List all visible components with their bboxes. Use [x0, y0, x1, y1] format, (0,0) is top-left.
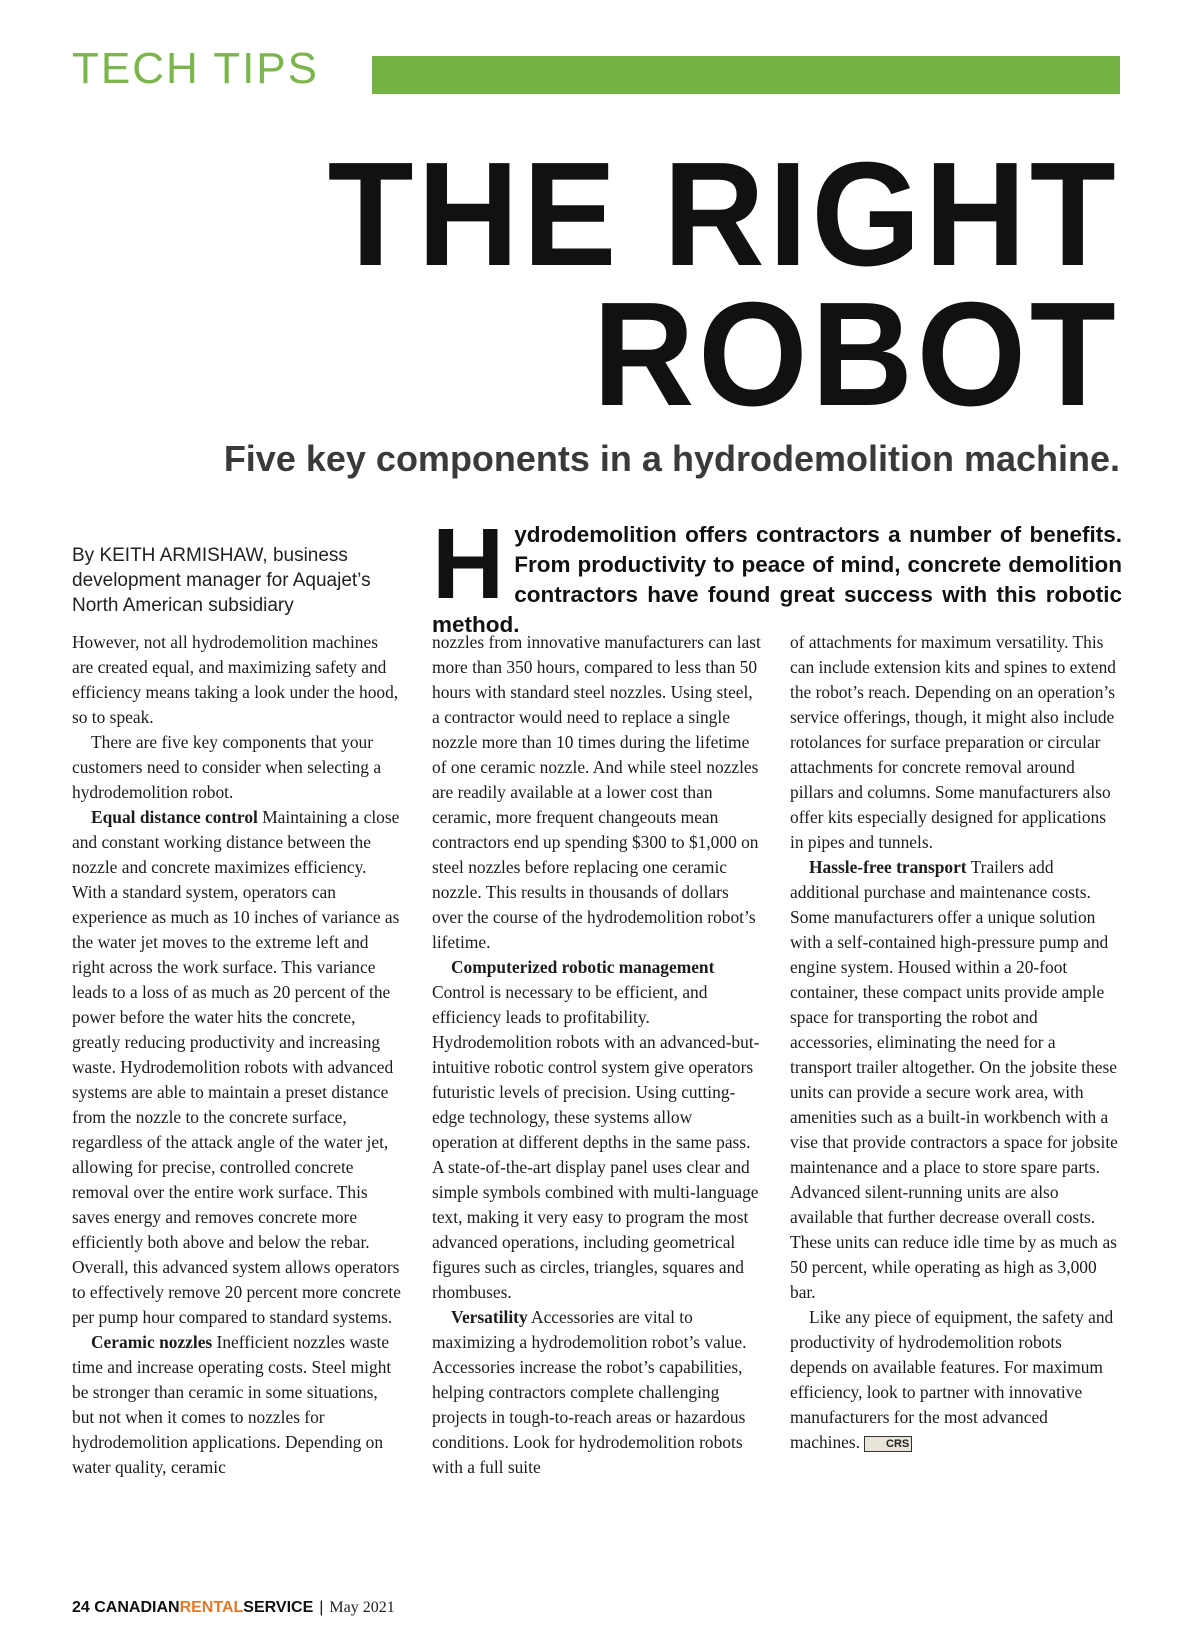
- byline: By KEITH ARMISHAW, business development manager for Aquajet’s North American subsidiary: [72, 545, 371, 616]
- column-1: [72, 630, 402, 1480]
- magazine-name-part-2: RENTAL: [179, 1599, 244, 1616]
- body-paragraph: [432, 1305, 762, 1480]
- body-paragraph: [432, 955, 762, 1305]
- section-label: TECH TIPS: [72, 44, 320, 93]
- body-paragraph: nozzles from innovative manufacturers can last more than 350 hours, compared to less than 50 hours with standard steel nozzles. Using steel, a contractor would need to replace a single nozzle more than 10 times during the lifetime of one ceramic nozzle. And while steel nozzles are readily available at a lower cost than ceramic, more frequent changeouts mean contractors end up spending $300 to $1,000 on steel nozzles before replacing one ceramic nozzle. This results in thousands of dollars over the course of the hydrodemolition robot’s lifetime.: [432, 632, 761, 952]
- section-bar: [372, 56, 1120, 94]
- magazine-name-part-3: SERVICE: [243, 1599, 314, 1616]
- magazine-name-part-1: CANADIAN: [94, 1599, 180, 1616]
- paragraph-text: Inefficient nozzles waste time and increase operating costs. Steel might be stronger than ceramic in some situations, but not when it comes to nozzles for hydrodemolition applications. Depending on water quality, ceramic: [72, 1332, 392, 1477]
- body-paragraph: [72, 1330, 402, 1480]
- headline-line-1: THE RIGHT: [328, 132, 1120, 297]
- body-paragraph: [72, 805, 402, 1330]
- issue-date: May 2021: [329, 1599, 395, 1616]
- headline: [328, 132, 1120, 437]
- subhead-computerized-robotic-management: Computerized robotic management: [451, 957, 715, 977]
- crs-end-mark: CRS: [864, 1436, 912, 1452]
- lead-text: ydrodemolition offers contractors a number of benefits. From productivity to peace of mind, concrete demolition contractors have found great success with this robotic method.: [432, 522, 1122, 637]
- column-3: [790, 630, 1120, 1455]
- subhead-hassle-free-transport: Hassle-free transport: [809, 857, 967, 877]
- subhead-versatility: Versatility: [451, 1307, 528, 1327]
- page-number: 24: [72, 1599, 90, 1616]
- body-paragraph: [790, 1305, 1120, 1455]
- paragraph-text: Control is necessary to be efficient, and efficiency leads to profitability. Hydrodemolition robots with an advanced-but-intuitive robotic control system give operators futuristic levels of precision. Using cutting-edge technology, these systems allow operation at different depths in the same pass. A state-of-the-art display panel uses clear and simple symbols combined with multi-language text, making it very easy to program the most advanced operations, including geometrical figures such as circles, triangles, squares and rhombuses.: [432, 982, 760, 1302]
- paragraph-text: Maintaining a close and constant working distance between the nozzle and concrete maximizes efficiency. With a standard system, operators can experience as much as 10 inches of variance as the water jet moves to the extreme left and right across the work surface. This variance leads to a loss of as much as 20 percent of the power before the water hits the concrete, greatly reducing productivity and increasing waste. Hydrodemolition robots with advanced systems are able to maintain a preset distance from the nozzle to the concrete surface, regardless of the attack angle of the water jet, allowing for precise, controlled concrete removal over the entire work surface. This saves energy and removes concrete more efficiently both above and below the rebar. Overall, this advanced system allows operators to effectively remove 20 percent more concrete per pump hour compared to standard systems.: [72, 807, 401, 1327]
- body-paragraph: [790, 855, 1120, 1305]
- subhead: Five key components in a hydrodemolition machine.: [223, 438, 1120, 479]
- lead-paragraph: [432, 508, 1122, 640]
- paragraph-text: Trailers add additional purchase and maintenance costs. Some manufacturers offer a unique solution with a self-contained high-pressure pump and engine system. Housed within a 20-foot container, these compact units provide ample space for transporting the robot and accessories, eliminating the need for a transport trailer altogether. On the jobsite these units can provide a secure work area, with amenities such as a built-in workbench with a vise that provide contractors a space for jobsite maintenance and a place to store spare parts. Advanced silent-running units are also available that further decrease overall costs. These units can reduce idle time by as much as 50 percent, while operating as high as 3,000 bar.: [790, 857, 1118, 1302]
- subhead-equal-distance-control: Equal distance control: [91, 807, 258, 827]
- paragraph-text: Accessories are vital to maximizing a hydrodemolition robot’s value. Accessories increase the robot’s capabilities, helping contractors complete challenging projects in tough-to-reach areas or hazardous conditions. Look for hydrodemolition robots with a full suite: [432, 1307, 747, 1477]
- body-paragraph: of attachments for maximum versatility. This can include extension kits and spines to extend the robot’s reach. Depending on an operation’s service offerings, though, it might also include rotolances for surface preparation or circular attachments for concrete removal around pillars and columns. Some manufacturers also offer kits especially designed for applications in pipes and tunnels.: [790, 632, 1116, 852]
- footer-separator: |: [319, 1599, 324, 1616]
- headline-line-2: ROBOT: [593, 272, 1120, 437]
- subhead-ceramic-nozzles: Ceramic nozzles: [91, 1332, 213, 1352]
- body-paragraph: There are five key components that your customers need to consider when selecting a hydrodemolition robot.: [72, 732, 382, 802]
- page-footer: [72, 1598, 395, 1618]
- column-2: [432, 630, 762, 1480]
- drop-cap: H: [432, 508, 505, 620]
- body-paragraph: However, not all hydrodemolition machines are created equal, and maximizing safety and efficiency means taking a look under the hood, so to speak.: [72, 632, 399, 727]
- paragraph-text: Like any piece of equipment, the safety and productivity of hydrodemolition robots depends on available features. For maximum efficiency, look to partner with innovative manufacturers for the most advanced machines.: [790, 1307, 1114, 1452]
